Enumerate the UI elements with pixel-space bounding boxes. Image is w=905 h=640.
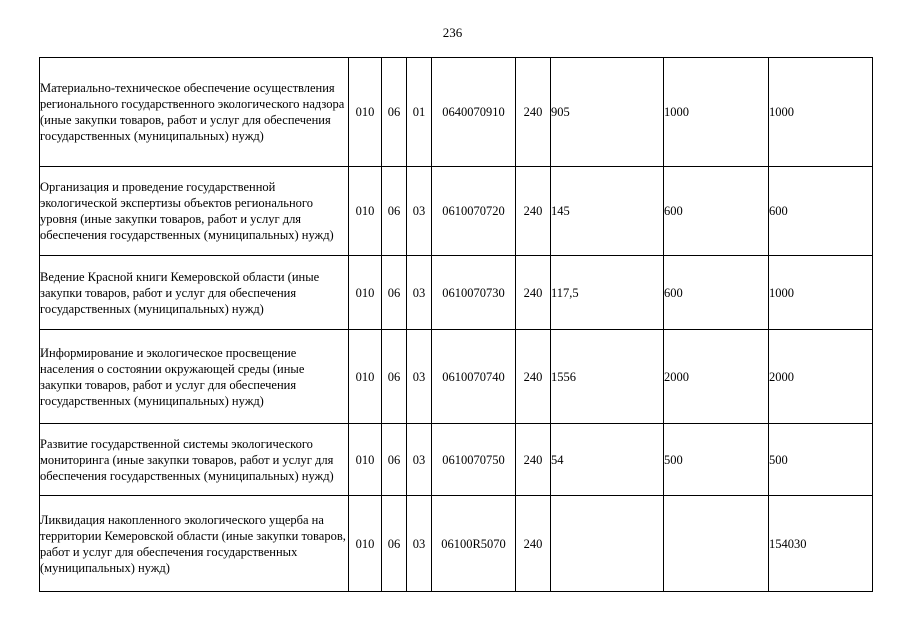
- table-row: [40, 424, 873, 496]
- expense-type-code: 240: [516, 167, 551, 256]
- amount-year-3: 2000: [769, 330, 873, 424]
- expense-type-code: 240: [516, 424, 551, 496]
- amount-year-1: [551, 496, 664, 592]
- amount-year-2: [664, 496, 769, 592]
- section-code: 06: [382, 167, 407, 256]
- table-row: [40, 496, 873, 592]
- row-description: Развитие государственной системы экологического мониторинга (иные закупки товаров, работ и услуг для обеспечения государственных (муниципальных) нужд): [40, 424, 349, 496]
- subsection-code: 03: [407, 496, 432, 592]
- amount-year-3: 500: [769, 424, 873, 496]
- row-description: Информирование и экологическое просвещение населения о состоянии окружающей среды (иные закупки товаров, работ и услуг для обеспечения государственных (муниципальных) нужд): [40, 330, 349, 424]
- amount-year-1: 145: [551, 167, 664, 256]
- ministry-code: 010: [349, 167, 382, 256]
- amount-year-2: 500: [664, 424, 769, 496]
- amount-year-1: 54: [551, 424, 664, 496]
- amount-year-1: 117,5: [551, 256, 664, 330]
- target-article-code: 0610070720: [432, 167, 516, 256]
- target-article-code: 06100R5070: [432, 496, 516, 592]
- amount-year-3: 1000: [769, 256, 873, 330]
- ministry-code: 010: [349, 256, 382, 330]
- table-row: [40, 256, 873, 330]
- amount-year-2: 1000: [664, 58, 769, 167]
- subsection-code: 03: [407, 424, 432, 496]
- subsection-code: 03: [407, 256, 432, 330]
- ministry-code: 010: [349, 496, 382, 592]
- ministry-code: 010: [349, 330, 382, 424]
- target-article-code: 0640070910: [432, 58, 516, 167]
- expense-type-code: 240: [516, 330, 551, 424]
- amount-year-1: 1556: [551, 330, 664, 424]
- page-number: 236: [442, 25, 463, 40]
- amount-year-2: 2000: [664, 330, 769, 424]
- section-code: 06: [382, 58, 407, 167]
- target-article-code: 0610070730: [432, 256, 516, 330]
- subsection-code: 03: [407, 330, 432, 424]
- amount-year-3: 1000: [769, 58, 873, 167]
- expense-type-code: 240: [516, 58, 551, 167]
- amount-year-2: 600: [664, 167, 769, 256]
- ministry-code: 010: [349, 424, 382, 496]
- row-description: Организация и проведение государственной экологической экспертизы объектов регионального уровня (иные закупки товаров, работ и услуг для обеспечения государственных (муниципальных) нужд): [40, 167, 349, 256]
- budget-table: [39, 57, 873, 592]
- subsection-code: 01: [407, 58, 432, 167]
- section-code: 06: [382, 424, 407, 496]
- row-description: Ликвидация накопленного экологического ущерба на территории Кемеровской области (иные закупки товаров, работ и услуг для обеспечения государственных (муниципальных) нужд): [40, 496, 349, 592]
- target-article-code: 0610070750: [432, 424, 516, 496]
- amount-year-3: 600: [769, 167, 873, 256]
- table-row: [40, 58, 873, 167]
- table-row: [40, 330, 873, 424]
- expense-type-code: 240: [516, 256, 551, 330]
- table-row: [40, 167, 873, 256]
- target-article-code: 0610070740: [432, 330, 516, 424]
- expense-type-code: 240: [516, 496, 551, 592]
- ministry-code: 010: [349, 58, 382, 167]
- amount-year-2: 600: [664, 256, 769, 330]
- section-code: 06: [382, 496, 407, 592]
- subsection-code: 03: [407, 167, 432, 256]
- section-code: 06: [382, 256, 407, 330]
- amount-year-1: 905: [551, 58, 664, 167]
- row-description: Ведение Красной книги Кемеровской области (иные закупки товаров, работ и услуг для обеспечения государственных (муниципальных) нужд): [40, 256, 349, 330]
- row-description: Материально-техническое обеспечение осуществления регионального государственного экологического надзора (иные закупки товаров, работ и услуг для обеспечения государственных (муниципальных) нужд): [40, 58, 349, 167]
- section-code: 06: [382, 330, 407, 424]
- amount-year-3: 154030: [769, 496, 873, 592]
